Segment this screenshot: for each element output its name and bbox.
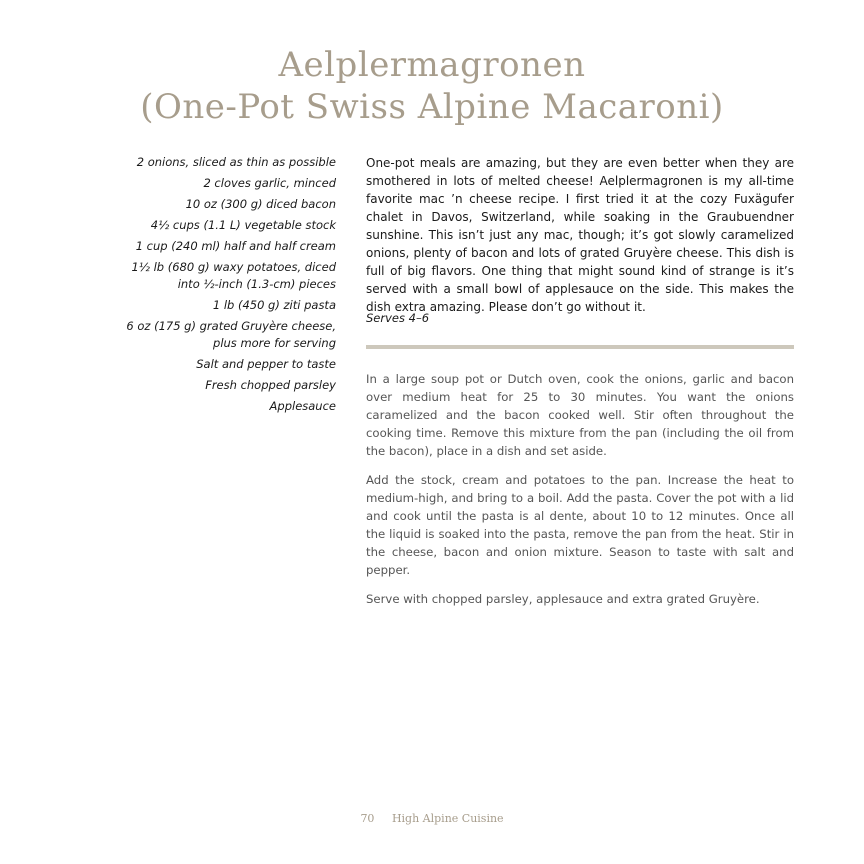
ingredient-item: Applesauce (269, 399, 336, 413)
recipe-step: In a large soup pot or Dutch oven, cook the onions, garlic and bacon over medium heat for 25 to 30 minutes. You want the onions caramelized and the bacon cooked well. Stir often throughout the cooking time. Remove this mixture from the pan (including the oil from the bacon), place in a dish and set aside. (366, 372, 794, 458)
ingredient-item: 1 lb (450 g) ziti pasta (212, 298, 336, 312)
ingredient-item: 2 onions, sliced as thin as possible (136, 155, 336, 169)
page-footer (0, 812, 864, 825)
recipe-step: Serve with chopped parsley, applesauce and extra grated Gruyère. (366, 592, 760, 606)
ingredient-list (110, 154, 336, 419)
recipe-intro: One-pot meals are amazing, but they are even better when they are smothered in lots of melted cheese! Aelplermagronen is my all-time favorite mac ’n cheese recipe. I first tried it at the cozy Fuxägufer chalet in Davos, Switzerland, while soaking in the Graubuendner sunshine. This isn’t just any mac, though; it’s got slowly caramelized onions, plenty of bacon and lots of grated Gruyère cheese. This dish is full of big flavors. One thing that might sound kind of strange is it’s served with a small bowl of applesauce on the side. This makes the dish extra amazing. Please don’t go without it. (366, 156, 794, 314)
ingredient-item: 2 cloves garlic, minced (203, 176, 336, 190)
recipe-steps (366, 370, 794, 619)
ingredient-item: 1½ lb (680 g) waxy potatoes, diced into ½-inch (1.3-cm) pieces (131, 260, 336, 291)
ingredient-item: 6 oz (175 g) grated Gruyère cheese, plus more for serving (126, 319, 336, 350)
ingredient-item: 10 oz (300 g) diced bacon (185, 197, 336, 211)
recipe-title-line-1: Aelplermagronen (278, 45, 586, 85)
book-title: High Alpine Cuisine (391, 812, 504, 825)
ingredient-item: 4½ cups (1.1 L) vegetable stock (150, 218, 336, 232)
section-divider (366, 345, 794, 349)
recipe-title-line-2: (One-Pot Swiss Alpine Macaroni) (140, 87, 724, 127)
page-number: 70 (360, 812, 375, 825)
ingredient-item: Salt and pepper to taste (196, 357, 336, 371)
ingredient-item: Fresh chopped parsley (205, 378, 336, 392)
serves-label: Serves 4–6 (366, 311, 430, 325)
recipe-title (0, 44, 864, 128)
ingredient-item: 1 cup (240 ml) half and half cream (135, 239, 336, 253)
recipe-step: Add the stock, cream and potatoes to the pan. Increase the heat to medium-high, and bring to a boil. Add the pasta. Cover the pot with a lid and cook until the pasta is al dente, about 10 to 12 minutes. Once all the liquid is soaked into the pasta, remove the pan from the heat. Stir in the cheese, bacon and onion mixture. Season to taste with salt and pepper. (366, 473, 794, 577)
